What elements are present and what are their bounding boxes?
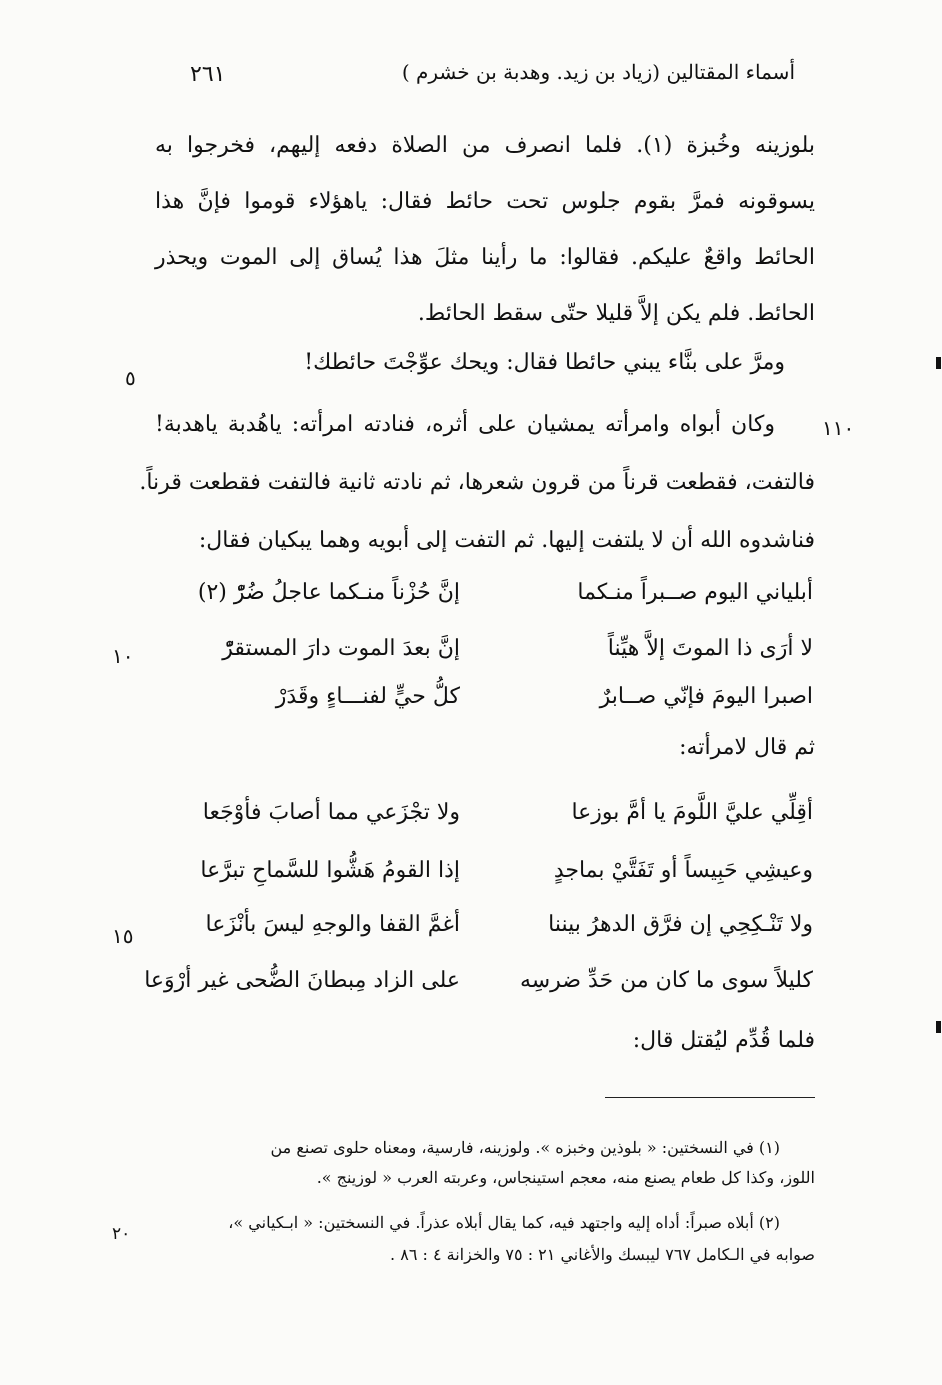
paragraph-2: ومرَّ على بنَّاء يبني حائطا فقال: ويحك عوِّجْتَ حائطك! (304, 350, 785, 375)
page-number: ٢٦١ (190, 62, 226, 87)
footnote-1-line-1: (١) في النسختين: « بلوذين وخبزه ». ولوزينه، فارسية، ومعناه حلوى تصنع من (270, 1138, 780, 1157)
footnote-divider (605, 1097, 815, 1098)
page-header (190, 60, 795, 100)
poem1-v2-hemistich1: لا أرَى ذا الموتَ إلاَّ هيِّناً (607, 636, 813, 661)
poem2-v1-hemistich1: أقِلِّي عليَّ اللَّومَ يا أمَّ بوزعا (571, 800, 813, 825)
poem1-v3-hemistich2: كلُّ حيٍّ لفنـــاءٍ وقَدَرْ (275, 684, 460, 709)
running-title: أسماء المقتالين (زياد بن زيد. وهدبة بن خشرم ) (401, 60, 795, 84)
footnote-2-line-2: صوابه في الـكامل ٧٦٧ ليبسك والأغاني ٢١ : ٧٥ والخزانة ٤ : ٨٦ . (390, 1245, 815, 1264)
poem2-v3-hemistich2: أغمَّ القفا والوجهِ ليسَ بأنْزَعا (205, 912, 460, 937)
paragraph-1: بلوزينه وخُبزة (١). فلما انصرف من الصلاة دفعه إليهم، فخرجوا به يسوقونه فمرَّ بقوم جلوس تحت حائط فقال: ياهؤلاء قوموا فإنَّ هذا الحائط واقعٌ عليكم. فقالوا: ما رأينا مثلَ هذا يُساق إلى الموت ويحذر الحائط. فلم يكن إلاَّ قليلا حتّى سقط الحائط. (155, 133, 815, 326)
poem1-v1-hemistich2: إنَّ حُزْناً منـكما عاجلُ ضُرّْ (٢) (197, 580, 460, 605)
poem1-v3-hemistich1: اصبرا اليومَ فإنّي صــابرٌ (599, 684, 813, 709)
poem2-v1-hemistich2: ولا تجْزَعي مما أصابَ فأوْجَعا (202, 800, 460, 825)
poem2-v2-hemistich2: إذا القومُ هَشُّوا للسَّماحِ تبرَّعا (200, 858, 460, 883)
poem2-v4-hemistich1: كليلاً سوى ما كان من حَدِّ ضرسِه (519, 968, 813, 993)
poem2-v4-hemistich2: على الزاد مِبطانَ الضُّحى غير أرْوَعا (144, 968, 460, 993)
paragraph-3-line-2: فالتفت، فقطعت قرناً من قرون شعرها، ثم نادته ثانية فالتفت فقطعت قرناً. (139, 470, 815, 495)
edge-mark-bottom (936, 1021, 941, 1033)
footnote-2-line-1: (٢) أبلاه صبراً: أداه إليه واجتهد فيه، كما يقال أبلاه عذراً. في النسختين: « ابـكياني »، (228, 1213, 780, 1232)
margin-number-15: ١٥ (112, 924, 134, 948)
closing-line: فلما قُدِّم ليُقتل قال: (632, 1028, 815, 1053)
margin-number-110: ١١٠ (822, 416, 855, 440)
footnote-1-line-2: اللوز، وكذا كل طعام يصنع منه، معجم استينجاس، وعربته العرب « لوزينج ». (316, 1168, 815, 1187)
poem2-v2-hemistich1: وعيشِي حَبِيساً أو تَفَتَّيْ بماجدٍ (553, 858, 813, 883)
intro-to-poem2: ثم قال لامرأته: (679, 735, 815, 760)
margin-number-5: ٥ (125, 366, 136, 390)
margin-number-10: ١٠ (112, 644, 134, 668)
poem1-v2-hemistich2: إنَّ بعدَ الموت دارَ المستقرّْ (222, 636, 460, 661)
poem1-v1-hemistich1: أبلياني اليوم صــبراً منـكما (577, 580, 813, 605)
margin-number-20: ٢٠ (112, 1224, 131, 1244)
paragraph-3-line-3: فناشدوه الله أن لا يلتفت إليها. ثم التفت إلى أبويه وهما يبكيان فقال: (198, 528, 815, 553)
paragraph-3-line-1: وكان أبواه وامرأته يمشيان على أثره، فنادته امرأته: ياهُدبة ياهدبة! (155, 412, 775, 437)
poem2-v3-hemistich1: ولا تَنْـكِحِي إن فرَّق الدهرُ بيننا (548, 912, 813, 937)
edge-mark-top (936, 357, 941, 369)
